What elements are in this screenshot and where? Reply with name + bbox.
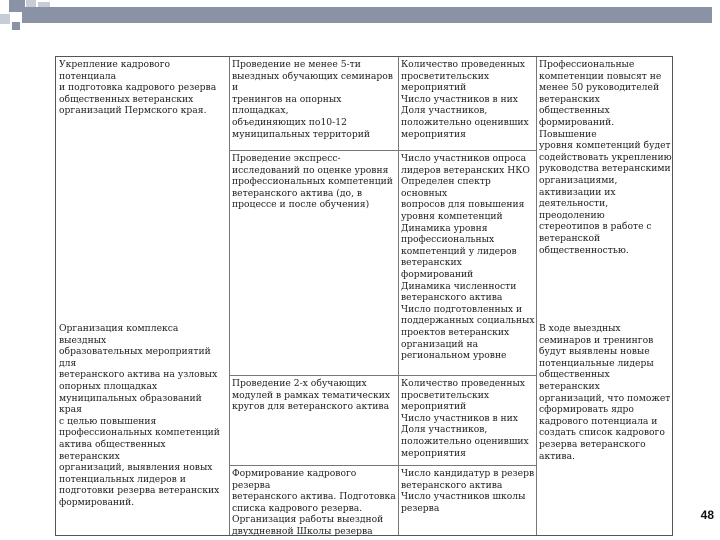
activity-cell: Проведение экспресс- исследований по оценке уровня профессиональных компетенций ветеранского актива (до, в процессе и после обучения) (232, 153, 393, 211)
deco-square (12, 22, 20, 30)
row-divider (229, 150, 537, 151)
page-number: 48 (700, 508, 714, 522)
indicator-cell: Число участников опроса лидеров ветеранских НКО Определен спектр основных вопросов для повышения уровня компетенций Динамика уровня профессиональных компетенций у лидеров ветеранских формирований Динамика численности ветеранского актива Число подготовленных и поддержанных социальных проектов ветеранских организаций на региональном уровне (401, 153, 535, 362)
activity-cell: Формирование кадрового резерва ветеранского актива. Подготовка списка кадрового резерва. Организация работы выездной двухдневной Школы резерва (232, 468, 396, 537)
result-text: Профессиональные компетенции повысят не менее 50 руководителей ветеранских общественных формирований. Повышение уровня компетенций будет содействовать укреплению руководства ветеранскими организациями, активизации их деятельности, преодолению стереотипов в работе с ветеранской общественностью. (539, 59, 672, 256)
row-divider (229, 375, 537, 376)
row-divider (229, 465, 537, 466)
activity-cell: Проведение 2-х обучающих модулей в рамках тематических кругов для ветеранского актива (232, 378, 391, 413)
indicator-cell: Число кандидатур в резерв ветеранского актива Число участников школы резерва (401, 468, 535, 514)
result-text: В ходе выездных семинаров и тренингов будут выявлены новые потенциальные лидеры общественных ветеранских организаций, что поможет сформировать ядро кадрового потенциала и создать список кадрового резерва ветеранского актива. (539, 323, 671, 462)
task-text: Организация комплекса выездных образовательных мероприятий для ветеранского актива на узловых опорных площадках муниципальных образований края с целью повышения профессиональных компетенций актива общественных ветеранских организаций, выявления новых потенциальных лидеров и подготовки резерва ветеранских формирований. (59, 323, 220, 508)
activity-cell: Проведение не менее 5-ти выездных обучающих семинаров и тренингов на опорных площадках, объединяющих по10-12 муниципальных территорий (232, 59, 393, 140)
column-divider (398, 57, 399, 535)
indicator-cell: Количество проведенных просветительских мероприятий Число участников в них Доля участников, положительно оценивших мероприятия (401, 59, 529, 140)
goal-text: Укрепление кадрового потенциала и подготовка кадрового резерва общественных ветеранских организаций Пермского края. (59, 59, 217, 117)
deco-square (0, 14, 10, 24)
column-divider (229, 57, 230, 535)
indicator-cell: Количество проведенных просветительских мероприятий Число участников в них Доля участников, положительно оценивших мероприятия (401, 378, 529, 459)
plan-table (55, 56, 673, 536)
header-bar (22, 7, 712, 23)
